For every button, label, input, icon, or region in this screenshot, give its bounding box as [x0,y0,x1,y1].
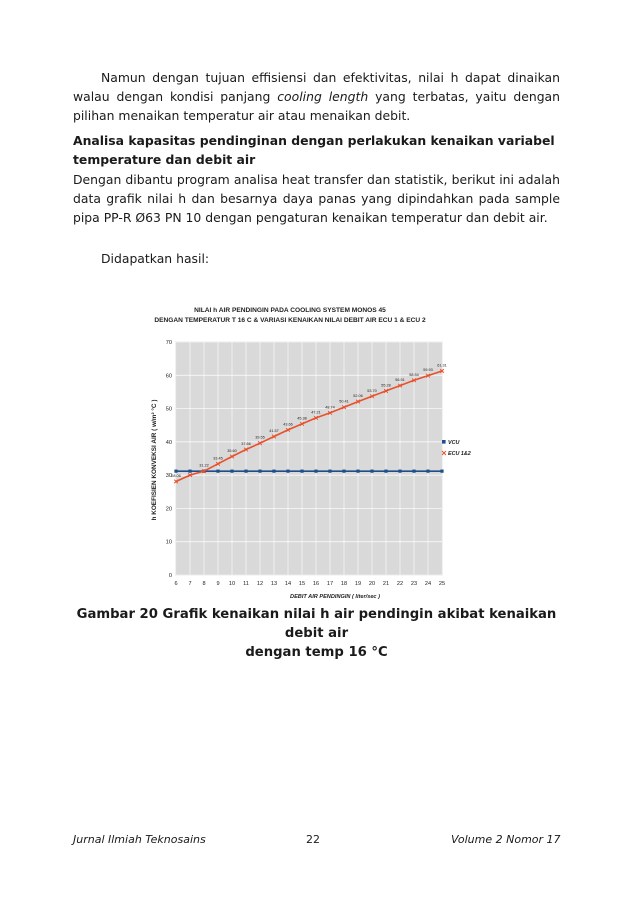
plot-area [166,340,447,587]
text-line: yang terbatas, yaitu dengan [368,89,561,104]
data-label: 53.70 [367,388,377,393]
paragraph-intro [73,68,560,125]
data-label: 43.66 [283,422,293,427]
footer-journal: Jurnal Ilmiah Teknosains [73,833,206,846]
chart-title-line2: DENGAN TEMPERATUR T 16 C & VARIASI KENAIKAN NILAI DEBIT AIR ECU 1 & ECU 2 [154,317,426,324]
figure-caption [73,605,560,662]
data-label: 45.38 [297,416,307,421]
x-tick-label: 17 [326,581,334,587]
data-label: 55.28 [381,383,391,388]
chart-svg [140,300,471,600]
data-label: 61.31 [437,363,447,368]
x-tick-label: 18 [340,581,348,587]
data-point-vcu [440,470,443,473]
x-tick-label: 11 [243,581,249,587]
data-point-vcu [174,470,177,473]
data-label: 35.60 [227,449,237,454]
data-point-vcu [370,470,373,473]
data-point-vcu [216,470,219,473]
y-tick-label: 70 [165,340,172,346]
x-tick-label: 23 [410,581,418,587]
heading-line: temperature dan debit air [73,152,256,167]
x-tick-label: 6 [174,581,178,587]
data-label: 47.21 [311,410,321,415]
x-tick-label: 19 [354,581,362,587]
data-point-vcu [412,470,415,473]
y-tick-label: 0 [168,573,172,579]
data-point-vcu [230,470,233,473]
paragraph-method: Dengan dibantu program analisa heat transfer dan statistik, berikut ini adalah data grafik nilai h dan besarnya daya panas yang dipindahkan pada sample pipa PP-R Ø63 PN 10 dengan pengaturan kenaikan temperatur dan debit air. [73,172,560,225]
y-tick-label: 20 [165,506,172,513]
section-heading [73,131,560,169]
text-line: Namun dengan tujuan effisiensi dan efektivitas, nilai h dapat dinaikan [101,70,560,85]
data-label: 56.91 [395,378,405,383]
data-label: 41.57 [269,429,279,434]
data-point-vcu [314,470,317,473]
text-line: pilihan menaikan temperatur air atau menaikan debit. [73,108,411,123]
data-label: 28.06 [171,473,181,478]
data-point-vcu [384,470,387,473]
x-tick-label: 24 [424,581,432,587]
data-label: 39.55 [255,435,265,440]
x-tick-label: 21 [382,581,390,587]
y-axis-label: h KOEFISIEN KONVEKSI AIR ( w/m² °C ) [151,399,158,521]
data-point-vcu [272,470,275,473]
x-tick-label: 15 [298,581,306,587]
data-point-vcu [426,470,429,473]
chart-title-line1: NILAI h AIR PENDINGIN PADA COOLING SYSTEM MONOS 45 [194,307,386,314]
y-tick-label: 50 [165,406,172,413]
heading-line: Analisa kapasitas pendinginan dengan perlakukan kenaikan variabel [73,133,555,148]
data-point-vcu [258,470,261,473]
x-tick-label: 13 [270,581,278,587]
data-label: 37.66 [241,442,251,447]
emphasis-text: cooling length [277,89,369,104]
chart [140,300,471,600]
data-label: 50.41 [339,399,349,404]
footer-page-number: 22 [306,833,320,846]
x-tick-label: 16 [312,581,320,587]
y-tick-label: 60 [165,373,172,380]
data-point-vcu [328,470,331,473]
x-tick-label: 14 [284,581,292,587]
legend-marker-vcu [442,440,446,444]
x-tick-label: 7 [188,581,192,587]
data-label: 31.22 [199,463,209,468]
y-tick-label: 40 [165,439,172,446]
x-tick-label: 8 [202,581,206,587]
data-point-vcu [398,470,401,473]
text-line: walau dengan kondisi panjang [73,89,278,104]
data-point-vcu [188,470,191,473]
data-label: 58.54 [409,372,419,377]
x-tick-label: 10 [228,581,236,587]
x-tick-label: 22 [396,581,404,587]
data-point-vcu [300,470,303,473]
caption-line: dengan temp 16 °C [245,645,388,660]
y-tick-label: 30 [165,473,172,480]
footer-volume: Volume 2 Nomor 17 [451,833,561,846]
data-label: 52.06 [353,394,363,399]
data-point-vcu [356,470,359,473]
data-point-vcu [286,470,289,473]
x-tick-label: 12 [256,581,264,587]
legend-label: ECU 1&2 [448,451,471,457]
data-label: 33.45 [213,456,223,461]
data-label: 59.93 [423,368,433,373]
data-label: 48.74 [325,405,335,410]
caption-line: Gambar 20 Grafik kenaikan nilai h air pendingin akibat kenaikan debit air [76,607,557,641]
x-axis-label: DEBIT AIR PENDINGIN ( liter/sec ) [290,594,380,600]
data-point-vcu [342,470,345,473]
x-tick-label: 20 [368,581,376,587]
x-tick-label: 9 [216,581,220,587]
legend-label: VCU [448,440,460,446]
y-tick-label: 10 [165,539,172,546]
x-tick-label: 25 [438,581,446,587]
paragraph-result: Didapatkan hasil: [101,251,210,266]
data-point-vcu [244,470,247,473]
